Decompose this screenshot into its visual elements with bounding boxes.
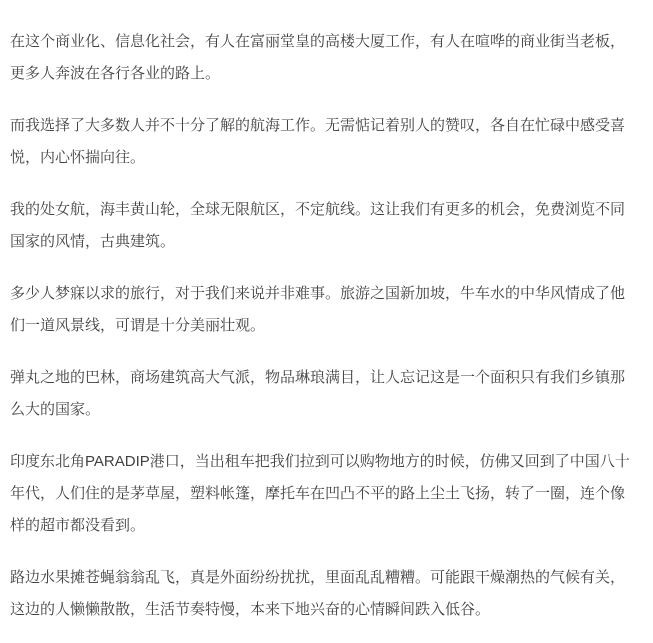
paragraph: 在这个商业化、信息化社会，有人在富丽堂皇的高楼大厦工作，有人在喧哗的商业街当老板，更多人奔波在各行各业的路上。 xyxy=(10,33,626,82)
paragraph: 而我选择了大多数人并不十分了解的航海工作。无需惦记着别人的赞叹，各自在忙碌中感受喜悦，内心怀揣向往。 xyxy=(10,117,626,166)
paragraph: 印度东北角PARADIP港口，当出租车把我们拉到可以购物地方的时候，仿佛又回到了中国八十年代，人们住的是茅草屋，塑料帐篷，摩托车在凹凸不平的路上尘土飞扬，转了一圈，连个像样的超市都没看到。 xyxy=(10,453,630,534)
paragraph: 我的处女航，海丰黄山轮，全球无限航区，不定航线。这让我们有更多的机会，免费浏览不同国家的风情，古典建筑。 xyxy=(10,201,626,250)
paragraph: 多少人梦寐以求的旅行，对于我们来说并非难事。旅游之国新加坡，牛车水的中华风情成了他们一道风景线，可谓是十分美丽壮观。 xyxy=(10,285,626,334)
paragraph: 路边水果摊苍蝇翁翁乱飞，真是外面纷纷扰扰，里面乱乱糟糟。可能跟干燥潮热的气候有关，这边的人懒懒散散，生活节奏特慢，本来下地兴奋的心情瞬间跌入低谷。 xyxy=(10,569,626,618)
paragraph: 弹丸之地的巴林，商场建筑高大气派，物品琳琅满目，让人忘记这是一个面积只有我们乡镇那么大的国家。 xyxy=(10,369,626,418)
